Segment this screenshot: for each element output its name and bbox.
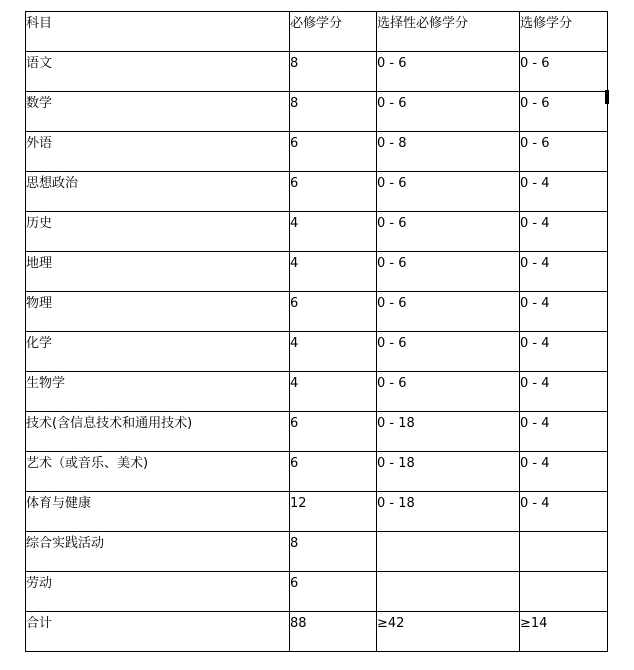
header-required-credits[interactable]: 必修学分 [290, 12, 377, 52]
cell-required[interactable]: 6 [290, 292, 377, 332]
cell-required[interactable]: 8 [290, 532, 377, 572]
cell-elective[interactable]: 0 - 4 [520, 252, 608, 292]
cell-selective-required[interactable]: 0 - 6 [377, 372, 520, 412]
cell-subject[interactable]: 劳动 [26, 572, 290, 612]
cell-selective-required[interactable]: 0 - 6 [377, 252, 520, 292]
table-row [26, 332, 608, 372]
table-row [26, 52, 608, 92]
cell-subject[interactable]: 思想政治 [26, 172, 290, 212]
cell-elective[interactable] [520, 572, 608, 612]
cell-required[interactable]: 4 [290, 252, 377, 292]
cell-subject[interactable]: 外语 [26, 132, 290, 172]
cell-elective[interactable]: 0 - 4 [520, 292, 608, 332]
cell-subject[interactable]: 综合实践活动 [26, 532, 290, 572]
cell-required[interactable]: 4 [290, 332, 377, 372]
cell-elective[interactable]: 0 - 4 [520, 452, 608, 492]
table-row [26, 132, 608, 172]
cell-elective[interactable]: 0 - 4 [520, 372, 608, 412]
total-row [26, 612, 608, 652]
cell-selective-required[interactable]: 0 - 6 [377, 92, 520, 132]
cell-required[interactable]: 12 [290, 492, 377, 532]
header-elective-credits[interactable]: 选修学分 [520, 12, 608, 52]
cell-subject[interactable]: 生物学 [26, 372, 290, 412]
cell-subject[interactable]: 语文 [26, 52, 290, 92]
cell-elective[interactable]: 0 - 4 [520, 412, 608, 452]
table-row [26, 292, 608, 332]
cell-required[interactable]: 4 [290, 212, 377, 252]
cell-required[interactable]: 6 [290, 572, 377, 612]
cell-subject[interactable]: 合计 [26, 612, 290, 652]
cell-selective-required[interactable]: 0 - 6 [377, 172, 520, 212]
cell-selective-required[interactable] [377, 572, 520, 612]
cell-elective[interactable]: ≥14 [520, 612, 608, 652]
header-subject[interactable]: 科目 [26, 12, 290, 52]
cell-subject[interactable]: 体育与健康 [26, 492, 290, 532]
cell-selective-required[interactable] [377, 532, 520, 572]
table-row [26, 412, 608, 452]
cell-elective[interactable]: 0 - 4 [520, 172, 608, 212]
cell-elective[interactable] [520, 532, 608, 572]
cell-required[interactable]: 88 [290, 612, 377, 652]
header-selective-required-credits[interactable]: 选择性必修学分 [377, 12, 520, 52]
table-row [26, 252, 608, 292]
cell-selective-required[interactable]: 0 - 6 [377, 52, 520, 92]
cell-elective[interactable]: 0 - 6 [520, 52, 608, 92]
cell-elective[interactable]: 0 - 4 [520, 492, 608, 532]
table-row [26, 452, 608, 492]
cell-selective-required[interactable]: 0 - 6 [377, 292, 520, 332]
cell-required[interactable]: 8 [290, 52, 377, 92]
cell-subject[interactable]: 历史 [26, 212, 290, 252]
cell-required[interactable]: 4 [290, 372, 377, 412]
cell-subject[interactable]: 化学 [26, 332, 290, 372]
table-row [26, 172, 608, 212]
cell-required[interactable]: 8 [290, 92, 377, 132]
cell-required[interactable]: 6 [290, 452, 377, 492]
cell-elective[interactable]: 0 - 6 [520, 132, 608, 172]
table-row [26, 92, 608, 132]
cell-selective-required[interactable]: 0 - 6 [377, 332, 520, 372]
cell-subject[interactable]: 技术(含信息技术和通用技术) [26, 412, 290, 452]
cell-selective-required[interactable]: 0 - 18 [377, 452, 520, 492]
credits-table [25, 11, 608, 652]
cell-elective[interactable]: 0 - 6 [520, 92, 608, 132]
table-row [26, 572, 608, 612]
table-row [26, 532, 608, 572]
table-row [26, 372, 608, 412]
cell-subject[interactable]: 数学 [26, 92, 290, 132]
column-resize-handle[interactable] [605, 90, 609, 104]
cell-required[interactable]: 6 [290, 172, 377, 212]
header-row [26, 12, 608, 52]
cell-required[interactable]: 6 [290, 132, 377, 172]
cell-elective[interactable]: 0 - 4 [520, 332, 608, 372]
table-row [26, 492, 608, 532]
cell-selective-required[interactable]: ≥42 [377, 612, 520, 652]
cell-selective-required[interactable]: 0 - 6 [377, 212, 520, 252]
cell-subject[interactable]: 艺术（或音乐、美术) [26, 452, 290, 492]
cell-elective[interactable]: 0 - 4 [520, 212, 608, 252]
cell-subject[interactable]: 物理 [26, 292, 290, 332]
cell-selective-required[interactable]: 0 - 8 [377, 132, 520, 172]
cell-required[interactable]: 6 [290, 412, 377, 452]
cell-selective-required[interactable]: 0 - 18 [377, 492, 520, 532]
table-row [26, 212, 608, 252]
cell-selective-required[interactable]: 0 - 18 [377, 412, 520, 452]
cell-subject[interactable]: 地理 [26, 252, 290, 292]
